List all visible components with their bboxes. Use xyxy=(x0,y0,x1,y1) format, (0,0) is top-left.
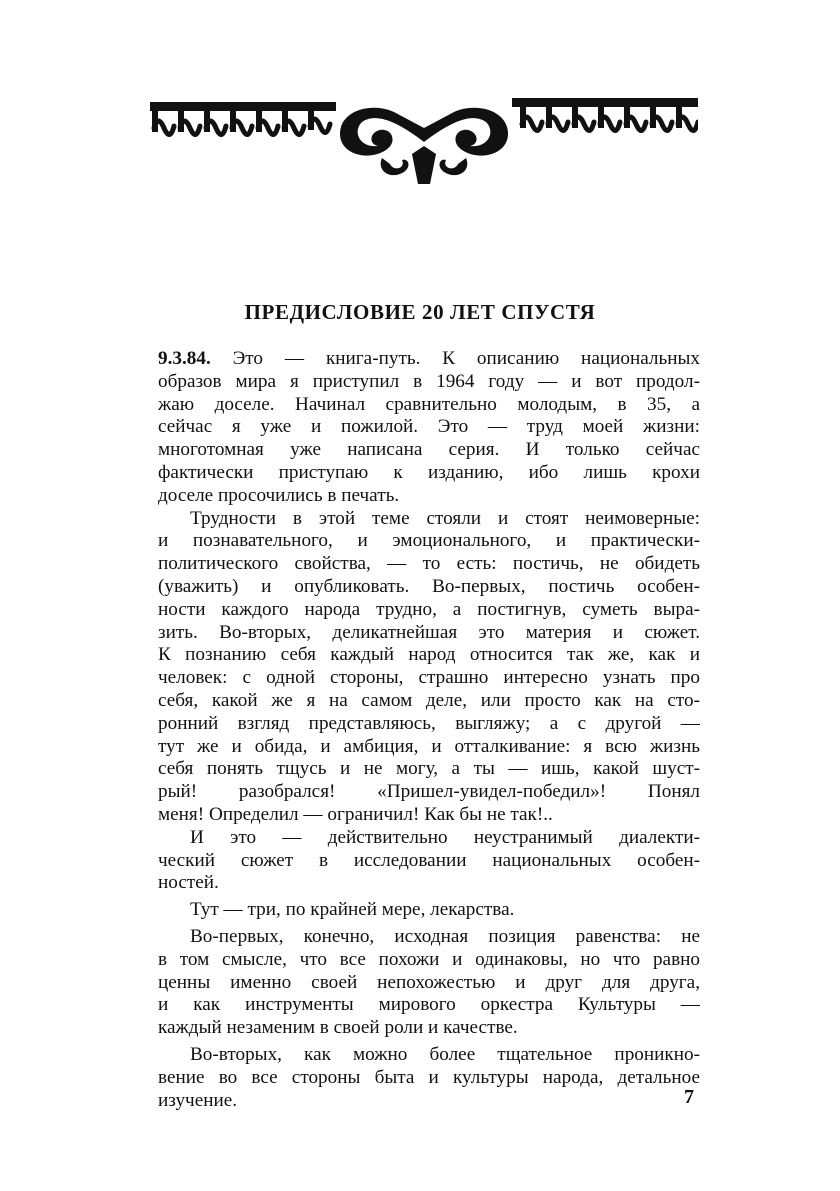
text-line: тут же и обида, и амбиция, и отталкивание: я всю жизнь xyxy=(158,735,700,757)
main-text xyxy=(158,348,700,1112)
text-line: многотомная уже написана серия. И только сейчас xyxy=(158,439,700,461)
text-line: К познанию себя каждый народ относится так же, как и xyxy=(158,644,700,666)
text-line: в том смысле, что все похожи и одинаковы, но что равно xyxy=(158,948,700,970)
text-line: образов мира я приступил в 1964 году — и вот продол- xyxy=(158,370,700,392)
text-line: политического свойства, — то есть: постичь, не обидеть xyxy=(158,553,700,575)
entry-date: 9.3.84. xyxy=(158,348,211,369)
text-line: Тут — три, по крайней мере, лекарства. xyxy=(190,899,515,921)
text-line: ценны именно своей непохожестью и друг для друга, xyxy=(158,971,700,993)
text-line: изучение. xyxy=(158,1089,238,1111)
decorative-border-icon xyxy=(150,88,698,188)
text-line: и как инструменты мирового оркестра Культуры — xyxy=(158,994,700,1016)
text-line: ности каждого народа трудно, а постигнув, суметь выра- xyxy=(158,598,700,620)
text-line: и познавательного, и эмоционального, и практически- xyxy=(158,530,700,552)
text-line: жаю доселе. Начинал сравнительно молодым, в 35, а xyxy=(158,393,700,415)
text-line: (уважить) и опубликовать. Во-первых, постичь особен- xyxy=(158,575,700,597)
text-line: зить. Во-вторых, деликатнейшая это материя и сюжет. xyxy=(158,621,700,643)
text-line: ностей. xyxy=(158,872,219,894)
text-line: фактически приступаю к изданию, ибо лишь крохи xyxy=(158,461,700,483)
text-line: сейчас я уже и пожилой. Это — труд моей жизни: xyxy=(158,416,700,438)
text-line: рый! разобрался! «Пришел-увидел-победил»! Понял xyxy=(158,781,700,803)
text-line: Трудности в этой теме стояли и стоят неимоверные: xyxy=(190,507,700,529)
text-line: Во-первых, конечно, исходная позиция равенства: не xyxy=(190,925,700,947)
text-line: Во-вторых, как можно более тщательное проникно- xyxy=(190,1043,700,1065)
text-line: человек: с одной стороны, страшно интересно узнать про xyxy=(158,667,700,689)
text-line: меня! Определил — ограничил! Как бы не так!.. xyxy=(158,803,553,825)
text-line: каждый незаменим в своей роли и качестве. xyxy=(158,1017,518,1039)
page-number: 7 xyxy=(684,1086,694,1108)
text-line: себя понять тщусь и не могу, а ты — ишь, какой шуст- xyxy=(158,758,700,780)
text-line: ческий сюжет в исследовании национальных особен- xyxy=(158,849,700,871)
text-line: себя, какой же я на самом деле, или просто как на сто- xyxy=(158,689,700,711)
text-line: И это — действительно неустранимый диалекти- xyxy=(190,826,700,848)
text-line: доселе просочились в печать. xyxy=(158,484,400,506)
page-title: ПРЕДИСЛОВИЕ 20 ЛЕТ СПУСТЯ xyxy=(244,300,596,324)
text-line: 9.3.84. Это — книга-путь. К описанию национальных xyxy=(158,348,700,369)
text-line: вение во все стороны быта и культуры народа, детальное xyxy=(158,1066,700,1088)
text-line: ронний взгляд представляюсь, выгляжу; а с другой — xyxy=(158,712,700,734)
